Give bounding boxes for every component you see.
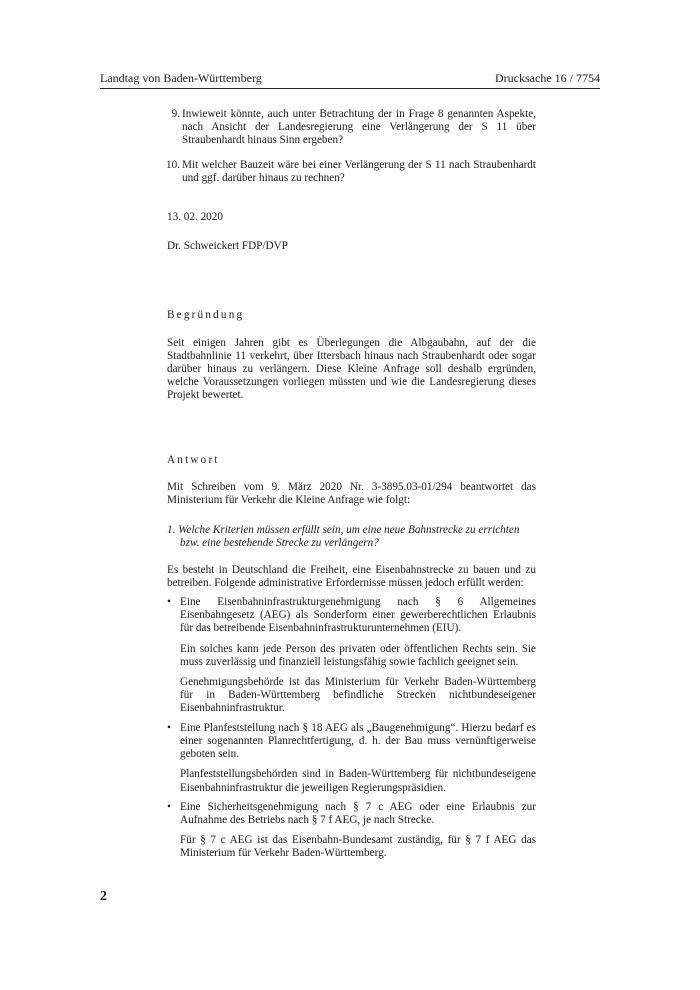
bullet-text: Eine Planfeststellung nach § 18 AEG als „Baugenehmigung“. Hierzu bedarf es einer sogenannten Planrechtfertigung, d. h. der Bau muss vernünftigerweise geboten sein. <box>180 721 536 761</box>
question-item-9 <box>167 108 536 148</box>
page-content <box>167 108 536 861</box>
bullet-text: Eine Eisenbahninfrastrukturgenehmigung nach § 6 Allgemeines Eisenbahngesetz (AEG) als Sonderform einer gewerberechtlichen Erlaubnis für das betreibende Eisenbahninfrastrukturunternehmen (EIU). <box>180 596 536 635</box>
header-document-number: Drucksache 16 / 7754 <box>495 71 600 85</box>
page-number: 2 <box>100 889 107 904</box>
document-date: 13. 02. 2020 <box>167 211 223 224</box>
begruendung-text: Seit einigen Jahren gibt es Überlegungen die Albgaubahn, auf der die Stadtbahnlinie 11 verkehrt, über Ittersbach hinaus nach Straubenhardt oder sogar darüber hinaus zu verlängern. Diese Kleine Anfrage soll deshalb ergründen, welche Voraussetzungen vorliegen müssten und wie die Landesregierung dieses Projekt bewertet. <box>167 336 536 402</box>
answer-intro: Es besteht in Deutschland die Freiheit, eine Eisenbahnstrecke zu bauen und zu betreiben. Folgende administrative Erfordernisse müssen jedoch erfüllt werden: <box>167 563 536 589</box>
question-number: 9. <box>171 108 180 120</box>
bullet-dot: • <box>167 800 171 813</box>
bullet-text: Eine Sicherheitsgenehmigung nach § 7 c AEG oder eine Erlaubnis zur Aufnahme des Betriebs nach § 7 f AEG, je nach Strecke. <box>180 800 536 826</box>
antwort-intro: Mit Schreiben vom 9. März 2020 Nr. 3-3895.03-01/294 beantwortet das Ministerium für Verkehr die Kleine Anfrage wie folgt: <box>167 480 536 507</box>
bullet-item <box>167 596 536 636</box>
bullet-subparagraph: Ein solches kann jede Person des privaten oder öffentlichen Rechts sein. Sie muss zuverlässig und finanziell leistungsfähig sowie fachlich geeignet sein. <box>180 642 536 668</box>
header-parliament: Landtag von Baden-Württemberg <box>100 71 262 85</box>
question-number: 10. <box>166 158 180 171</box>
begruendung-heading: Begründung <box>167 309 245 322</box>
signer: Dr. Schweickert FDP/DVP <box>167 240 288 253</box>
answer-question-1: 1. Welche Kriterien müssen erfüllt sein, um eine neue Bahnstrecke zu errichten bzw. eine bestehende Strecke zu verlängern? <box>167 524 520 550</box>
antwort-heading: Antwort <box>167 453 220 466</box>
bullet-item <box>167 722 536 762</box>
question-text: Mit welcher Bauzeit wäre bei einer Verlängerung der S 11 nach Straubenhardt und ggf. darüber hinaus zu rechnen? <box>182 158 536 184</box>
question-item-10 <box>167 159 536 185</box>
bullet-subparagraph: Für § 7 c AEG ist das Eisenbahn-Bundesamt zuständig, für § 7 f AEG das Ministerium für Verkehr Baden-Württemberg. <box>180 834 536 860</box>
bullet-subparagraph: Planfeststellungsbehörden sind in Baden-Württemberg für nichtbundeseigene Eisenbahninfrastruktur die jeweiligen Regierungspräsidien. <box>180 768 536 794</box>
header-rule <box>100 88 600 89</box>
bullet-subparagraph: Genehmigungsbehörde ist das Ministerium für Verkehr Baden-Württemberg für in Baden-Württemberg befindliche Strecken nichtbundeseigener Eisenbahninfrastruktur. <box>180 676 536 715</box>
bullet-dot: • <box>167 596 171 609</box>
bullet-dot: • <box>167 721 171 734</box>
bullet-item <box>167 801 536 827</box>
question-text: Inwieweit könnte, auch unter Betrachtung der in Frage 8 genannten Aspekte, nach Ansicht der Landesregierung eine Verlängerung der S 11 über Straubenhardt hinaus Sinn ergeben? <box>182 108 536 147</box>
